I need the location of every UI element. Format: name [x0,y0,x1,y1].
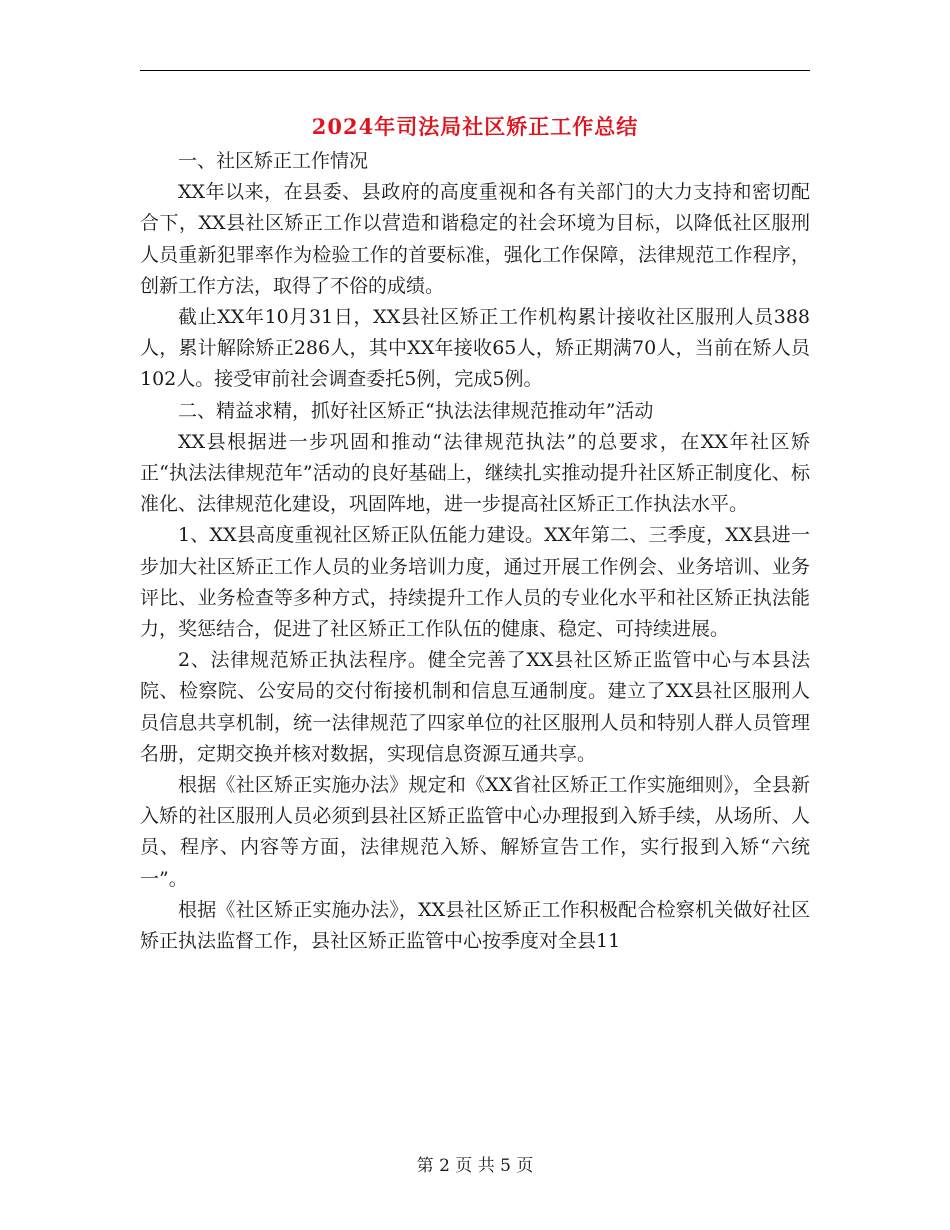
paragraph-campaign: XX县根据进一步巩固和推动“法律规范执法”的总要求，在XX年社区矫正“执法法律规范年”活动的良好基础上，继续扎实推动提升社区矫正制度化、标准化、法律规范化建设，巩固阵地，进一步提高社区矫正工作执法水平。 [140,430,810,516]
paragraph-statistics: 截止XX年10月31日，XX县社区矫正工作机构累计接收社区服刑人员388人，累计解除矫正286人，其中XX年接收65人，矫正期满70人，当前在矫人员102人。接受审前社会调查委托5例，完成5例。 [140,306,810,391]
paragraph-intake: 根据《社区矫正实施办法》规定和《XX省社区矫正工作实施细则》，全县新入矫的社区服刑人员必须到县社区矫正监管中心办理报到入矫手续，从场所、人员、程序、内容等方面，法律规范入矫、解矫宣告工作，实行报到入矫“六统一”。 [140,774,810,890]
document-title: 2024年司法局社区矫正工作总结 [311,114,639,139]
document-body [140,146,810,957]
paragraph-supervision: 根据《社区矫正实施办法》，XX县社区矫正工作积极配合检察机关做好社区矫正执法监督工作，县社区矫正监管中心按季度对全县11 [140,898,810,953]
page-number: 第 2 页 共 5 页 [416,1156,534,1176]
paragraph-team-building: 1、XX县高度重视社区矫正队伍能力建设。XX年第二、三季度，XX县进一步加大社区矫正工作人员的业务培训力度，通过开展工作例会、业务培训、业务评比、业务检查等多种方式，持续提升工作人员的专业化水平和社区矫正执法能力，奖惩结合，促进了社区矫正工作队伍的健康、稳定、可持续进展。 [140,524,810,641]
header-rule [140,70,810,71]
paragraph-overview: XX年以来，在县委、县政府的高度重视和各有关部门的大力支持和密切配合下，XX县社区矫正工作以营造和谐稳定的社会环境为目标，以降低社区服刑人员重新犯罪率作为检验工作的首要标准，强化工作保障，法律规范工作程序，创新工作方法，取得了不俗的成绩。 [140,181,810,297]
paragraph-procedure: 2、法律规范矫正执法程序。健全完善了XX县社区矫正监管中心与本县法院、检察院、公安局的交付衔接机制和信息互通制度。建立了XX县社区服刑人员信息共享机制，统一法律规范了四家单位的社区服刑人员和特别人群人员管理名册，定期交换并核对数据，实现信息资源互通共享。 [140,649,810,765]
section-heading-1: 一、社区矫正工作情况 [178,150,369,172]
section-heading-2: 二、精益求精，抓好社区矫正“执法法律规范推动年”活动 [178,399,654,422]
